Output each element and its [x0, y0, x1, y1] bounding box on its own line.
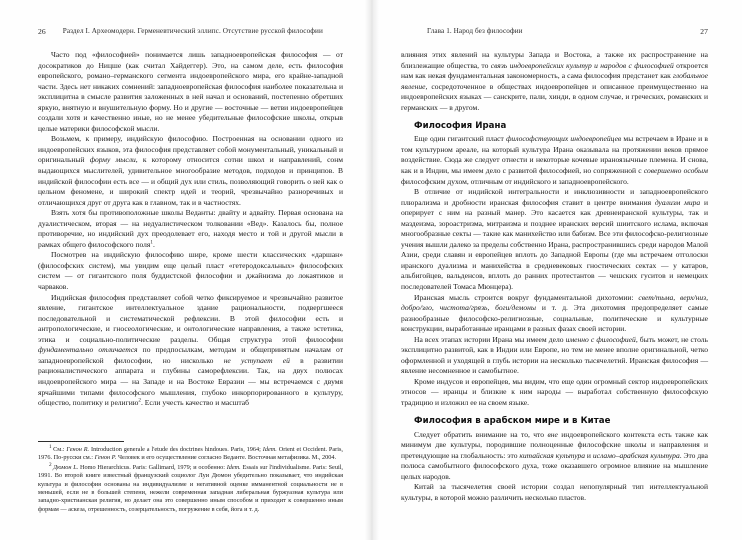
emphasis: глобальное явление: [401, 71, 708, 91]
paragraph: Возьмем, к примеру, индийскую философию. Построенная на основании одного из индоевропейских языков, эта философия представляет собой монументальный, уникальный и оригинальный форму мысли, к которому относится сотни школ и направлений, сонм выдающихся мыслителей, удивительное многообразие методов, подходов и принципов. В индийской философии есть все — и общий дух или стиль, позволяющий говорить о ней как о цельном феномене, и широкий спектр идей и теорий, чрезвычайно разноречивых и отличающихся друг от друга как в главном, так и в частностях.: [38, 134, 344, 207]
footnote-item: $^1$ См.: Генон R. Introduction generale a l'etude des doctrines hindoues. Paris, 1964; Idem. Orient et Occident. Paris, 1976. По-русски см.: Генон Р. Человек и его осуществление согласно Веданте. Восточная метафизика. М., 2004.: [38, 443, 343, 462]
footnote-item: $^2$ Дюмон L. Homo Hierarchicus. Paris: Gallimard, 1979; и особенно: Idem. Essais sur l'individualisme. Paris: Seuil, 1991. Во второй книге известный французский социолог Луи Дюмон убедительно показывает, что индийская культура и философия основаны на индивидуализме и негативной оценке имманентной социальности не в меньшей, если не в большей степени, нежели современная западная либеральная буржуазная культура или западно-христианская религия, но делает она это совершенно иным способом и приходит к совершенно иным формам — аскеза, отрешенность, созерцательность, погружение в себя, йога и т. д.: [38, 461, 343, 513]
paragraph: Индийская философия представляет собой четко фиксируемое и чрезвычайно развитое явление, гигантское интеллектуальное здание рациональности, подвергшееся последовательной и систематической рефлексии. В этой философии есть и антропологические, и гносеологические, и онтологические направления, а также эстетика, этика и социально-политические разделы. Общая структура этой философии фундаментально отличается по предпосылкам, методам и общепринятым началам от западноевропейской философии, но нисколько не уступает ей в развитии рационалистического аппарата и глубины саморефлексии. Так, на двух полюсах индоевропейского мира — на Западе и на Востоке Евразии — мы встречаемся с двумя ярчайшими типами философского мышления, глубоко инкорпорированного в культуру, общество, политику и религию$^2$. Если учесть качество и масштаб: [38, 292, 343, 408]
emphasis: форму мысли: [89, 155, 136, 165]
emphasis: китайская культура: [519, 450, 585, 460]
paragraph: Следует обратить внимание на то, что вне индоевропейского контекста есть также как минимум две культуры, породившие полноценные философские школы и направления и претендующие на глобальность: это китайская культура и исламо–арабская культура. Это два полюса самобытного философского духа, тоже оказавшего огромное влияние на мышление целых народов.: [401, 429, 708, 481]
left-running-head: [38, 27, 343, 41]
footnote-author: Дюмон L.: [53, 463, 79, 471]
emphasis: связь индоевропейских культур и народов с философией: [490, 60, 674, 70]
footnote-idem: Idem.: [226, 463, 241, 471]
paragraph-continued: влияния этих явлений на культуры Запада и Востока, а также их распространение на близлежащие общества, то связь индоевропейских культур и народов с философией откроется нам как некая фундаментальная закономерность, а сама философия предстанет как глобальное явление, сосредоточенное в обществах индоевропейцев и описанное преимущественно на индоевропейских языках — санскрите, пали, хинди, в одном случае, и греческих, романских и германских — в другом.: [401, 50, 708, 112]
emphasis: совершенно особым: [643, 165, 708, 175]
section-heading-iran: Философия Ирана: [414, 120, 507, 131]
right-body-text: [401, 50, 708, 503]
right-page-number: 27: [700, 27, 708, 36]
footnote-author: Генон R.: [66, 445, 90, 453]
paragraph: На всех этапах истории Ирана мы имеем дело именно с философией, быть может, не столь эксплицитно развитой, как в Индии или Европе, но тем не менее вполне оригинальной, четко оформленной и уходящей в глубь истории на несколько тысячелетий. Иранская философия — явление несомненное и самобытное.: [401, 334, 708, 376]
footnote-marker: 1: [49, 443, 52, 450]
left-page-number: 26: [38, 27, 46, 36]
footnote-marker: 2: [49, 461, 52, 468]
emphasis: дуализм мира: [654, 197, 701, 207]
right-running-head: [401, 27, 708, 41]
emphasis: не уступает ей: [223, 355, 290, 365]
emphasis: именно с философией: [565, 334, 636, 344]
footnote-reference[interactable]: 2: [138, 397, 141, 404]
footnote-author: Генон Р.: [94, 454, 117, 462]
right-running-head-title: Глава 1. Народ без философии: [427, 27, 523, 35]
paragraph: Иранская мысль строится вокруг фундаментальной дихотомии: свет/тьма, верх/низ, добро/зло, чистота/грязь, боги/демоны и т. д. Эта дихотомия предопределяет самые разнообразные философско-религиозные, социальные, политические и культурные конструкции, выработанные иранцами в разных фазах своей истории.: [401, 292, 709, 334]
paragraph: Кроме индусов и европейцев, мы видим, что еще один огромный сектор индоевропейских этносов — иранцы и близкие к ним народы — выработал собственную философскую традицию и изложил ее на своем языке.: [401, 376, 708, 407]
footnote-idem: Idem.: [262, 445, 277, 453]
paragraph: В отличие от индийской интегральности и инклюзивности и западноевропейского плюрализма и дробности иранская философия ставит в центре внимания дуализм мира и оперирует с ним на разный манер. Это касается как древнеиранской культуры, так и маздеизма, зороастризма, митраизма и позднее иранских версий шиитского ислама, включая многообразные секты — такие как манихейство или бабизм. Все эти философско-религиозные учения вышли далеко за пределы собственно Ирана, распространившись среди народов Малой Азии, среди славян и европейцев вплоть до Западной Европы (где мы встречаем отголоски иранского дуализма и манихейства в средневековых гностических сектах — у катаров, альбигойцев, вальденсов, вплоть до ранних протестантов — чешских гуситов и немецких последователей Томаса Мюнцера).: [401, 187, 708, 291]
emphasis: свет/тьма, верх/низ, добро/зло, чистота/грязь, боги/демоны: [401, 292, 709, 313]
footnote-separator-rule: [38, 441, 124, 442]
footnotes-block: [38, 441, 343, 514]
right-page: [371, 0, 742, 540]
paragraph: Китай за тысячелетия своей истории создал непопулярный тип интеллектуальной культуры, в которой можно различить несколько пластов.: [401, 482, 708, 502]
paragraph: Посмотрев на индийскую философию шире, кроме шести классических «даршан» (философских систем), мы увидим еще целый пласт «гетеродоксальных» философских систем — от гигантского поля буддистской философии и джайнизма до локаятиков и чарваков.: [38, 250, 343, 292]
paragraph: Часто под «философией» понимается лишь западноевропейская философия — от досократиков до Ницше (как считал Хайдеггер). Это, на самом деле, есть философия европейского, романо–германского сегмента индоевропейского мира, его крайне-западной части. Здесь нет никаких сомнений: западноевропейская философия наиболее показательна и эксплицитна в смысле развития заложенных в ней начал и оснований, постепенно обретших яркую, внятную и внушительную форму. Но и другие — восточные — ветви индоевропейцев создали хотя и качественно иные, но не менее убедительные философские школы, открыв целые материки философской мысли.: [38, 50, 343, 133]
paragraph: Взять хотя бы противоположные школы Веданты: двайту и адвайту. Первая основана на дуалистическом, вторая — на недуалистическом толковании «Вед». Казалось бы, полное противоречие, но индийский дух преодолевает его, находя место и той и другой мысли в рамках общего философского поля$^1$.: [38, 208, 343, 249]
emphasis: философствующих индоевропейцев: [506, 134, 622, 144]
emphasis: исламо–арабская культура: [592, 450, 680, 460]
section-heading-arab-china: Философия в арабском мире и в Китае: [414, 416, 611, 427]
left-running-head-title: Раздел I. Археомодерн. Герменевтический эллипс. Отсутствие русской философии: [62, 27, 323, 35]
footnote-reference[interactable]: 1: [150, 239, 153, 246]
emphasis: вне: [547, 429, 558, 439]
left-body-text: [38, 50, 343, 409]
emphasis: фундаментально отличается: [38, 345, 138, 355]
paragraph: Еще один гигантский пласт философствующих индоевропейцев мы встречаем в Иране и в том культурном ареале, на который культура Ирана оказывала на протяжении веков прямое воздействие. Сюда же следует отнести и некоторые кочевые ираноязычные племена. И снова, как и в Индии, мы имеем дело с развитой философией, но сопряженной с совершенно особым философским духом, отличным от индийского и западноевропейского.: [401, 134, 708, 186]
